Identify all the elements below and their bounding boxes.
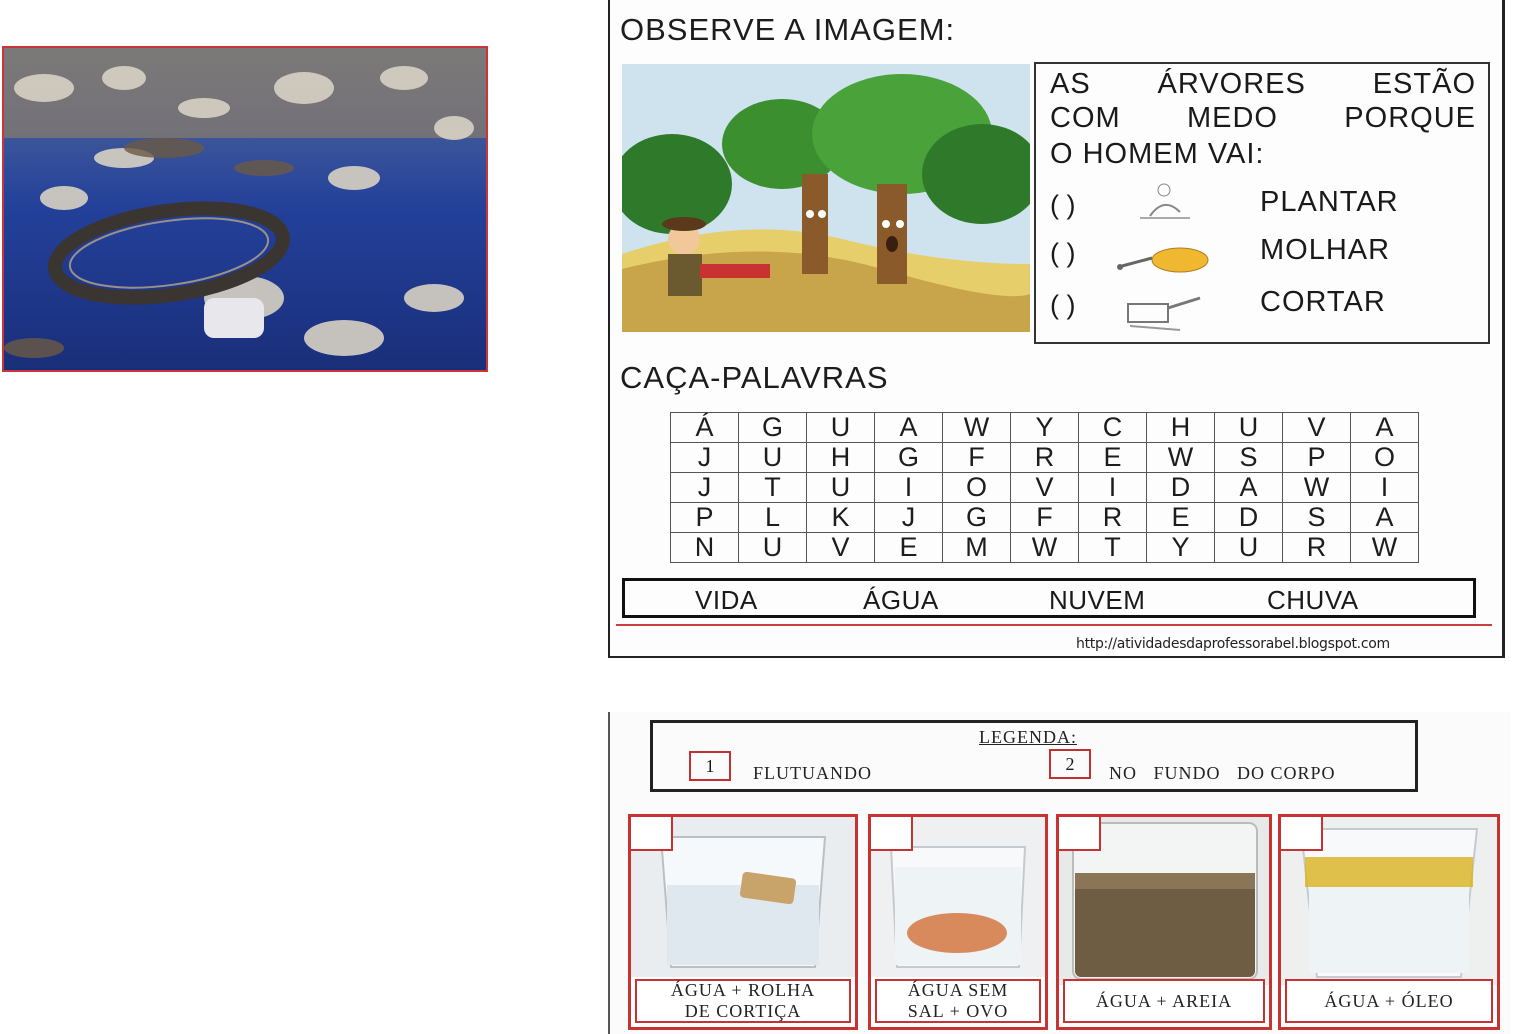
grid-cell[interactable]: U: [1215, 533, 1283, 563]
lumberjack-illustration: [622, 64, 1030, 332]
caption-line: DE CORTIÇA: [684, 1001, 802, 1021]
grid-cell[interactable]: G: [739, 413, 807, 443]
word-bank-item: NUVEM: [1049, 585, 1146, 615]
grid-row: [671, 533, 1419, 563]
grid-cell[interactable]: J: [671, 473, 739, 503]
legend-text-fundo: NO FUNDO DO CORPO: [1109, 763, 1336, 783]
question-box: [1034, 62, 1490, 344]
grid-cell[interactable]: W: [1351, 533, 1419, 563]
grid-cell[interactable]: R: [1283, 533, 1351, 563]
option-label-plantar: PLANTAR: [1260, 186, 1399, 218]
grid-cell[interactable]: G: [943, 503, 1011, 533]
grid-cell[interactable]: O: [943, 473, 1011, 503]
polluted-river-photo: [2, 46, 488, 372]
worksheet-trees: [608, 0, 1505, 658]
grid-cell[interactable]: I: [875, 473, 943, 503]
chainsaw-icon: [1120, 286, 1204, 334]
grid-cell[interactable]: F: [1011, 503, 1079, 533]
option-label-molhar: MOLHAR: [1260, 234, 1391, 266]
grid-cell[interactable]: W: [943, 413, 1011, 443]
experiment-sand: [1056, 814, 1272, 1030]
word-bank: [622, 578, 1476, 618]
word-bank-item: CHUVA: [1267, 585, 1359, 615]
grid-cell[interactable]: S: [1215, 443, 1283, 473]
grid-cell[interactable]: A: [1351, 503, 1419, 533]
grid-cell[interactable]: I: [1079, 473, 1147, 503]
wordsearch-grid: [670, 412, 1419, 563]
grid-cell[interactable]: A: [1351, 413, 1419, 443]
grid-cell[interactable]: S: [1283, 503, 1351, 533]
experiment-cork: [628, 814, 858, 1030]
grid-cell[interactable]: A: [1215, 473, 1283, 503]
grid-cell[interactable]: C: [1079, 413, 1147, 443]
option-label-cortar: CORTAR: [1260, 286, 1386, 318]
grid-cell[interactable]: P: [1283, 443, 1351, 473]
grid-cell[interactable]: L: [739, 503, 807, 533]
caption: [1063, 979, 1265, 1023]
grid-cell[interactable]: R: [1079, 503, 1147, 533]
grid-row: [671, 413, 1419, 443]
checkbox-molhar[interactable]: ( ): [1050, 238, 1076, 268]
caption: [1285, 979, 1493, 1023]
legend-number-box: 2: [1049, 749, 1091, 779]
experiment-egg: [868, 814, 1048, 1030]
grid-cell[interactable]: I: [1351, 473, 1419, 503]
grid-cell[interactable]: D: [1215, 503, 1283, 533]
caption: [875, 979, 1041, 1023]
question-line: O HOMEM VAI:: [1050, 138, 1265, 170]
answer-box[interactable]: [871, 817, 913, 851]
caption-line: ÁGUA + ÓLEO: [1324, 990, 1454, 1011]
caption: [635, 979, 851, 1023]
caption-line: ÁGUA SEM: [907, 980, 1009, 1000]
grid-cell[interactable]: T: [1079, 533, 1147, 563]
grid-cell[interactable]: W: [1283, 473, 1351, 503]
word-bank-item: ÁGUA: [863, 585, 939, 615]
legend-box: [650, 720, 1418, 792]
planting-icon: [1120, 182, 1200, 222]
grid-cell[interactable]: G: [875, 443, 943, 473]
grid-cell[interactable]: V: [1283, 413, 1351, 443]
source-url: http://atividadesdaprofessorabel.blogspot.com: [1076, 636, 1390, 652]
grid-cell[interactable]: U: [1215, 413, 1283, 443]
answer-box[interactable]: [631, 817, 673, 851]
grid-cell[interactable]: U: [807, 413, 875, 443]
question-line: COM MEDO PORQUE: [1050, 102, 1476, 134]
legend-text-flutuando: FLUTUANDO: [753, 763, 872, 783]
grid-cell[interactable]: E: [1147, 503, 1215, 533]
checkbox-cortar[interactable]: ( ): [1050, 290, 1076, 320]
grid-row: [671, 503, 1419, 533]
grid-cell[interactable]: D: [1147, 473, 1215, 503]
grid-cell[interactable]: V: [807, 533, 875, 563]
grid-row: [671, 443, 1419, 473]
grid-cell[interactable]: K: [807, 503, 875, 533]
answer-box[interactable]: [1059, 817, 1101, 851]
divider-line: [616, 624, 1492, 626]
worksheet-flotation: [608, 712, 1510, 1034]
grid-cell[interactable]: R: [1011, 443, 1079, 473]
observe-heading: OBSERVE A IMAGEM:: [620, 12, 956, 47]
wordsearch-heading: CAÇA-PALAVRAS: [620, 360, 889, 395]
legend-title: LEGENDA:: [979, 727, 1077, 747]
watering-can-icon: [1114, 236, 1214, 276]
grid-cell[interactable]: Á: [671, 413, 739, 443]
grid-row: [671, 473, 1419, 503]
experiment-oil: [1278, 814, 1500, 1030]
grid-cell[interactable]: H: [1147, 413, 1215, 443]
grid-cell[interactable]: O: [1351, 443, 1419, 473]
grid-cell[interactable]: U: [739, 533, 807, 563]
grid-cell[interactable]: U: [807, 473, 875, 503]
grid-cell[interactable]: E: [875, 533, 943, 563]
grid-cell[interactable]: W: [1011, 533, 1079, 563]
grid-cell[interactable]: P: [671, 503, 739, 533]
word-bank-item: VIDA: [695, 585, 758, 615]
answer-box[interactable]: [1281, 817, 1323, 851]
caption-line: ÁGUA + ROLHA: [670, 980, 816, 1000]
caption-line: ÁGUA + AREIA: [1095, 990, 1233, 1011]
grid-cell[interactable]: Y: [1011, 413, 1079, 443]
grid-cell[interactable]: Y: [1147, 533, 1215, 563]
grid-cell[interactable]: V: [1011, 473, 1079, 503]
grid-cell[interactable]: W: [1147, 443, 1215, 473]
grid-cell[interactable]: A: [875, 413, 943, 443]
caption-line: SAL + OVO: [907, 1001, 1009, 1021]
checkbox-plantar[interactable]: ( ): [1050, 190, 1076, 220]
grid-cell[interactable]: H: [807, 443, 875, 473]
grid-cell[interactable]: F: [943, 443, 1011, 473]
grid-cell[interactable]: U: [739, 443, 807, 473]
grid-cell[interactable]: T: [739, 473, 807, 503]
grid-cell[interactable]: M: [943, 533, 1011, 563]
question-line: AS ÁRVORES ESTÃO: [1050, 68, 1476, 100]
grid-cell[interactable]: E: [1079, 443, 1147, 473]
grid-cell[interactable]: N: [671, 533, 739, 563]
grid-cell[interactable]: J: [875, 503, 943, 533]
grid-cell[interactable]: J: [671, 443, 739, 473]
legend-number-box: 1: [689, 751, 731, 781]
